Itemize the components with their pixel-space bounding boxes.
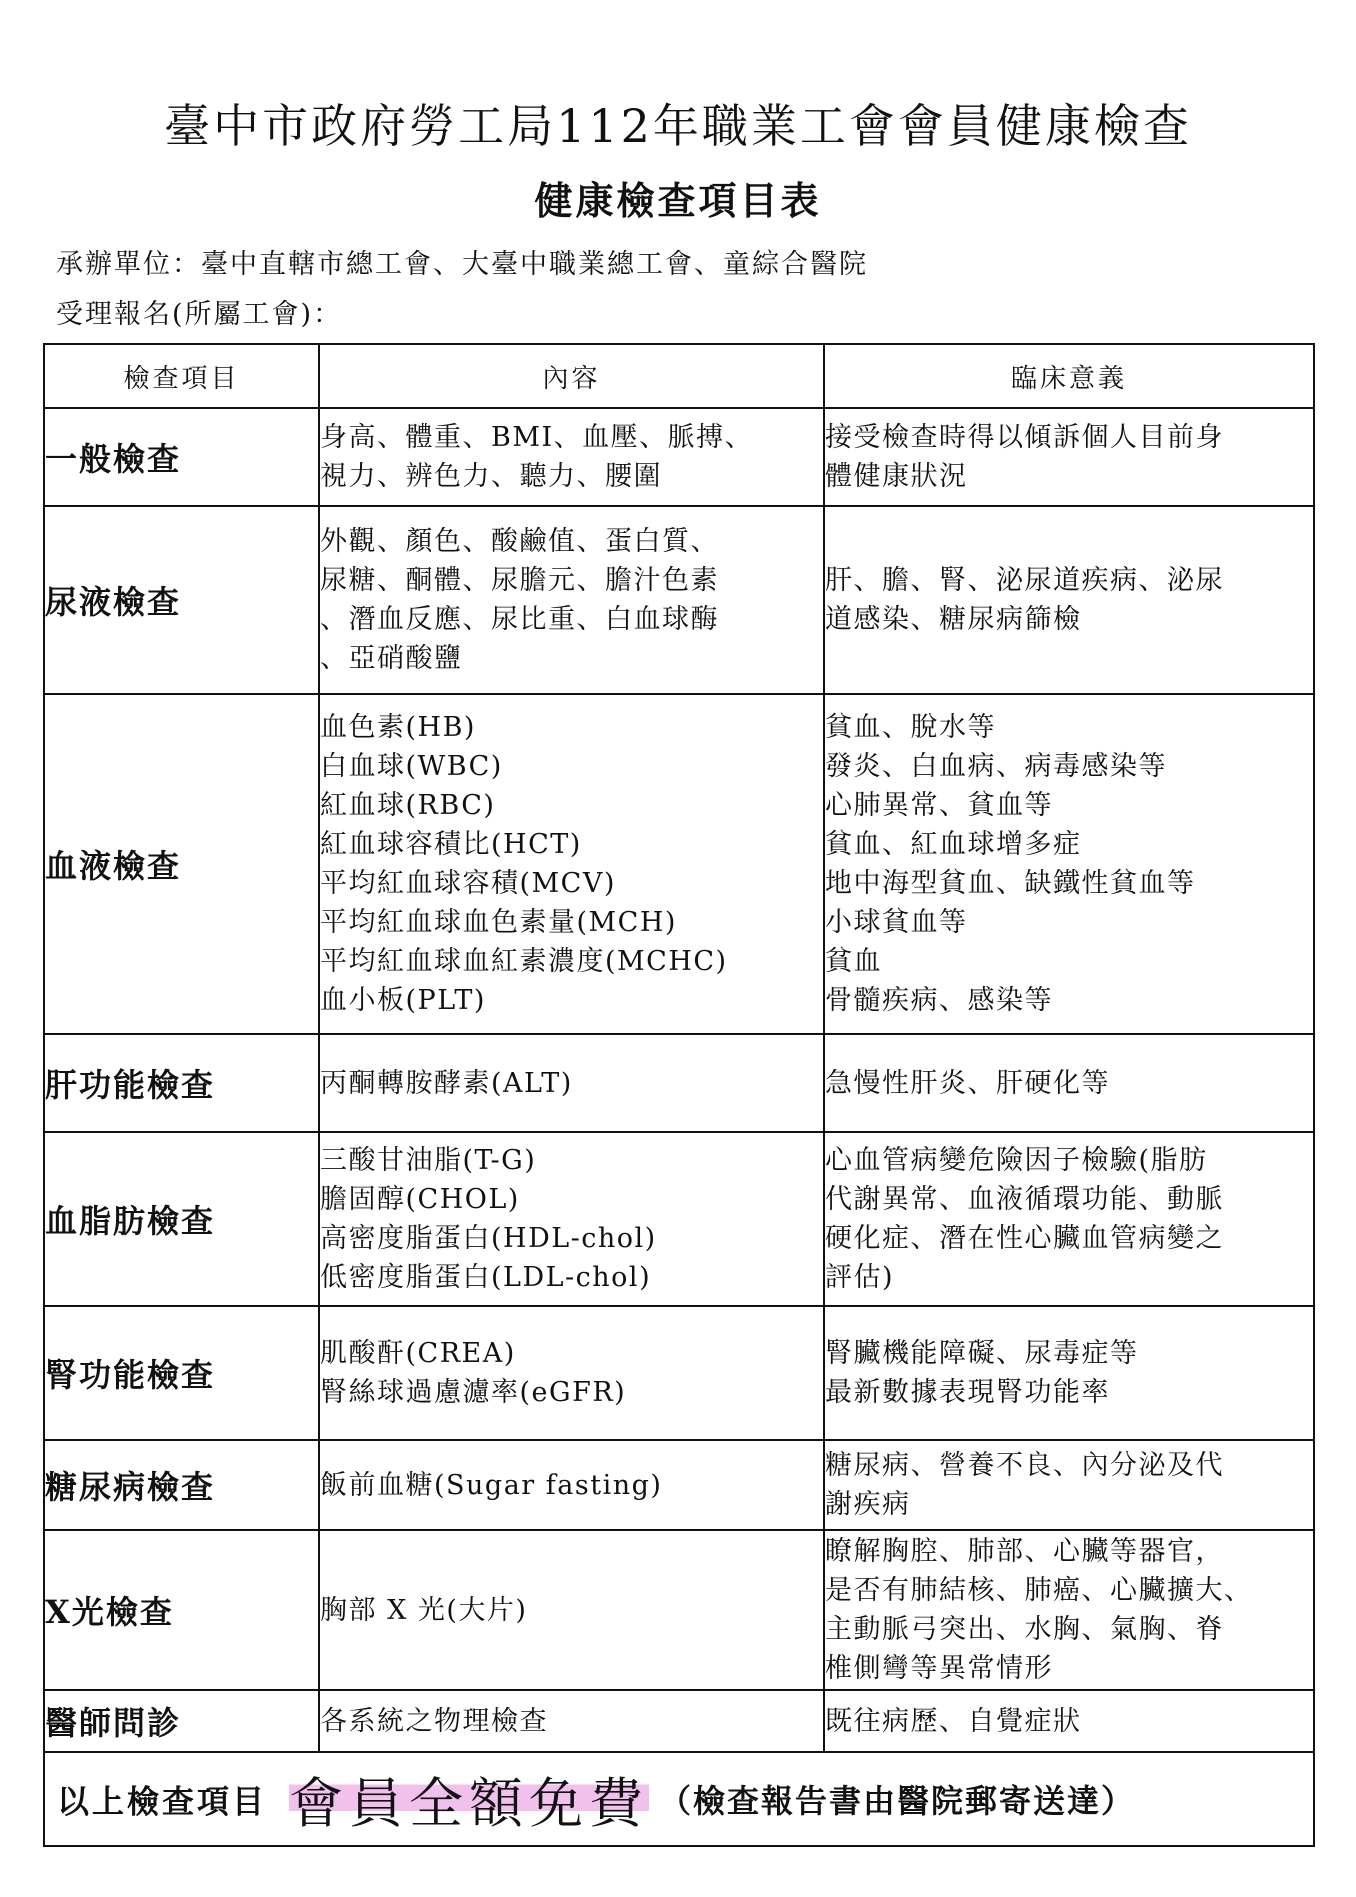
exam-category: 尿液檢查 [44, 506, 319, 694]
significance-line: 骨髓疾病、感染等 [825, 985, 1053, 1016]
significance-line: 腎臟機能障礙、尿毒症等 [825, 1338, 1139, 1369]
clinical-significance [824, 1440, 1314, 1530]
content-line: 平均紅血球血紅素濃度(MCHC) [320, 946, 728, 977]
content-line: 血色素(HB) [320, 712, 476, 743]
footer-row [44, 1752, 1314, 1846]
significance-line: 道感染、糖尿病篩檢 [825, 604, 1082, 635]
column-header-significance: 臨床意義 [824, 344, 1314, 408]
content-line: 紅血球(RBC) [320, 790, 496, 821]
column-header-content: 內容 [319, 344, 824, 408]
exam-content [319, 1034, 824, 1132]
clinical-significance [824, 1690, 1314, 1752]
table-row [44, 506, 1314, 694]
content-line: 飯前血糖(Sugar fasting) [320, 1469, 663, 1501]
exam-category: X光檢查 [44, 1530, 319, 1690]
footer-lead: 以上檢查項目 [57, 1782, 268, 1820]
content-line: 丙酮轉胺酵素(ALT) [320, 1067, 573, 1099]
table-row [44, 1132, 1314, 1306]
content-line: 低密度脂蛋白(LDL-chol) [320, 1262, 652, 1293]
table-row [44, 1690, 1314, 1752]
significance-line: 急慢性肝炎、肝硬化等 [825, 1067, 1110, 1099]
content-line: 三酸甘油脂(T-G) [320, 1145, 537, 1176]
significance-line: 地中海型貧血、缺鐵性貧血等 [825, 868, 1196, 899]
content-line: 腎絲球過慮濾率(eGFR) [320, 1377, 627, 1408]
exam-content [319, 1690, 824, 1752]
content-line: 平均紅血球血色素量(MCH) [320, 907, 677, 938]
document-title: 臺中市政府勞工局112年職業工會會員健康檢查 [164, 99, 1192, 153]
clinical-significance [824, 1306, 1314, 1440]
exam-content [319, 1440, 824, 1530]
column-header-item: 檢查項目 [44, 344, 319, 408]
table-row [44, 408, 1314, 506]
exam-category: 腎功能檢查 [44, 1306, 319, 1440]
significance-line: 肝、膽、腎、泌尿道疾病、泌尿 [825, 565, 1224, 596]
exam-content [319, 1306, 824, 1440]
significance-line: 貧血、脫水等 [825, 712, 996, 743]
significance-line: 心肺異常、貧血等 [825, 790, 1053, 821]
exam-content [319, 1530, 824, 1690]
significance-line: 是否有肺結核、肺癌、心臟擴大、 [825, 1575, 1253, 1606]
organizer-line: 承辦單位：臺中直轄市總工會、大臺中職業總工會、童綜合醫院 [56, 249, 868, 280]
exam-items-table [43, 343, 1315, 1847]
significance-line: 貧血、紅血球增多症 [825, 829, 1082, 860]
content-line: 視力、辨色力、聽力、腰圍 [320, 461, 662, 492]
clinical-significance [824, 506, 1314, 694]
clinical-significance [824, 1034, 1314, 1132]
exam-category: 一般檢查 [44, 408, 319, 506]
clinical-significance [824, 1132, 1314, 1306]
table-row [44, 694, 1314, 1034]
footer-cell [44, 1752, 1314, 1846]
significance-line: 主動脈弓突出、水胸、氣胸、脊 [825, 1614, 1224, 1645]
content-line: 平均紅血球容積(MCV) [320, 868, 616, 899]
table-header-row [44, 344, 1314, 408]
significance-line: 心血管病變危險因子檢驗(脂肪 [825, 1145, 1208, 1176]
significance-line: 發炎、白血病、病毒感染等 [825, 751, 1167, 782]
significance-line: 評估) [825, 1262, 895, 1293]
significance-line: 瞭解胸腔、肺部、心臟等器官， [825, 1536, 1224, 1567]
content-line: 高密度脂蛋白(HDL-chol) [320, 1223, 657, 1254]
content-line: 尿糖、酮體、尿膽元、膽汁色素 [320, 565, 719, 596]
significance-line: 糖尿病、營養不良、內分泌及代 [825, 1450, 1224, 1481]
exam-category: 糖尿病檢查 [44, 1440, 319, 1530]
content-line: 血小板(PLT) [320, 985, 486, 1016]
content-line: 胸部 X 光(大片) [320, 1594, 528, 1626]
clinical-significance [824, 408, 1314, 506]
exam-category: 血脂肪檢查 [44, 1132, 319, 1306]
exam-category: 醫師問診 [44, 1690, 319, 1752]
content-line: 外觀、顏色、酸鹼值、蛋白質、 [320, 526, 719, 557]
content-line: 白血球(WBC) [320, 751, 503, 782]
content-line: 膽固醇(CHOL) [320, 1184, 520, 1215]
significance-line: 接受檢查時得以傾訴個人目前身 [825, 422, 1224, 453]
content-line: 各系統之物理檢查 [320, 1705, 548, 1737]
significance-line: 謝疾病 [825, 1489, 911, 1520]
exam-content [319, 506, 824, 694]
significance-line: 貧血 [825, 946, 882, 977]
content-line: 身高、體重、BMI、血壓、脈搏、 [320, 422, 754, 453]
exam-category: 肝功能檢查 [44, 1034, 319, 1132]
significance-line: 代謝異常、血液循環功能、動脈 [825, 1184, 1224, 1215]
content-line: 紅血球容積比(HCT) [320, 829, 582, 860]
content-line: 肌酸酐(CREA) [320, 1338, 516, 1369]
content-line: 、亞硝酸鹽 [320, 643, 463, 674]
report-delivery-note: （檢查報告書由醫院郵寄送達） [659, 1782, 1136, 1820]
exam-content [319, 694, 824, 1034]
free-of-charge-highlight: 會員全額免費 [289, 1771, 650, 1835]
clinical-significance [824, 694, 1314, 1034]
content-line: 、潛血反應、尿比重、白血球酶 [320, 604, 719, 635]
significance-line: 硬化症、潛在性心臟血管病變之 [825, 1223, 1224, 1254]
significance-line: 小球貧血等 [825, 907, 968, 938]
significance-line: 最新數據表現腎功能率 [825, 1377, 1110, 1408]
clinical-significance [824, 1530, 1314, 1690]
exam-category: 血液檢查 [44, 694, 319, 1034]
table-row [44, 1034, 1314, 1132]
registration-line: 受理報名(所屬工會)： [56, 299, 343, 330]
exam-content [319, 408, 824, 506]
significance-line: 既往病歷、自覺症狀 [825, 1705, 1082, 1737]
significance-line: 體健康狀況 [825, 461, 968, 492]
exam-content [319, 1132, 824, 1306]
table-row [44, 1440, 1314, 1530]
significance-line: 椎側彎等異常情形 [825, 1653, 1053, 1684]
table-row [44, 1530, 1314, 1690]
table-row [44, 1306, 1314, 1440]
document-subtitle: 健康檢查項目表 [534, 178, 822, 223]
